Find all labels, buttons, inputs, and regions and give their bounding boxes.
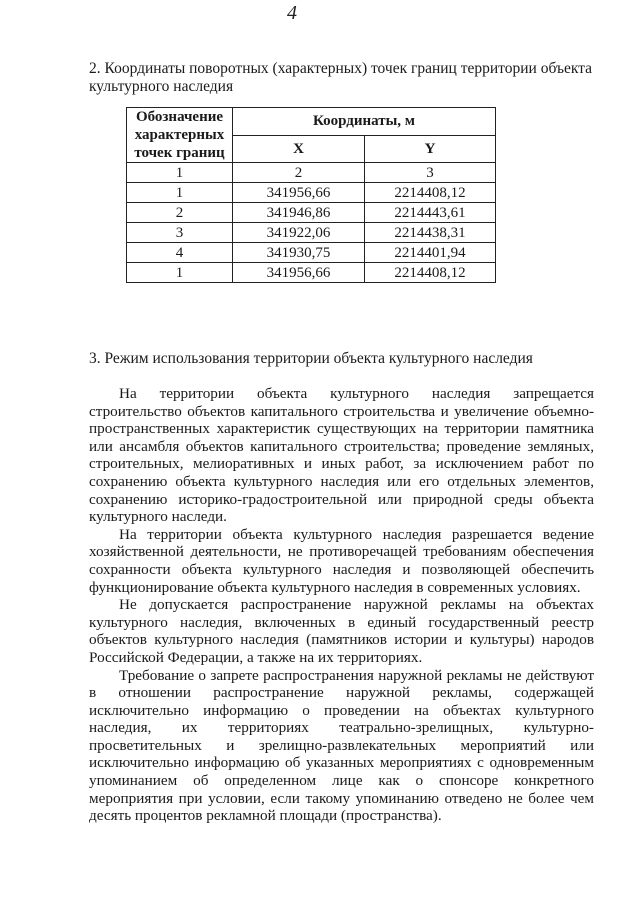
section-3-body [89, 385, 594, 825]
y-cell: 2214408,12 [365, 263, 496, 283]
table-row [127, 183, 496, 203]
header-points: Обозначение характерных точек границ [127, 108, 233, 163]
point-cell: 4 [127, 243, 233, 263]
header-coordinates: Координаты, м [233, 108, 496, 136]
point-cell: 3 [127, 223, 233, 243]
table-row [127, 223, 496, 243]
section-2-heading: 2. Координаты поворотных (характерных) точек границ территории объекта культурного наследия [89, 60, 593, 95]
point-cell: 1 [127, 263, 233, 283]
paragraph-economic-activity: На территории объекта культурного наследия разрешается ведение хозяйственной деятельности, не противоречащей требованиям обеспечения сохранности объекта культурного наследия и позволяющей обеспечить функционирование объекта культурного наследия в современных условиях. [89, 525, 594, 596]
section-3-heading: 3. Режим использования территории объекта культурного наследия [89, 350, 533, 367]
header-y: Y [365, 135, 496, 163]
page-number: 4 [287, 2, 297, 24]
coordinates-table [126, 107, 496, 283]
paragraph-advertising-exception: Требование о запрете распространения наружной рекламы не действуют в отношении распространение наружной рекламы, содержащей исключительно информацию о проведении на объектах культурного наследия, их территориях театрально-зрелищных, культурно-просветительных и зрелищно-развлекательных мероприятий или исключительно информацию об указанных мероприятиях с одновременным упоминанием об определенном лице как о спонсоре конкретного мероприятия при условии, если такому упоминанию отведено не более чем десять процентов рекламной площади (пространства). [89, 666, 594, 825]
header-x: X [233, 135, 365, 163]
paragraph-advertising-ban: Не допускается распространение наружной рекламы на объектах культурного наследия, включенных в единый государственный реестр объектов культурного наследия (памятников истории и культуры) народов Российской Федерации, а также на их территориях. [89, 596, 594, 666]
point-cell: 2 [127, 203, 233, 223]
x-cell: 341956,66 [233, 263, 365, 283]
paragraph-construction-ban: На территории объекта культурного наследия запрещается строительство объектов капитального строительства и увеличение объемно-пространственных характеристик существующих на территории памятника или ансамбля объектов капитального строительства; проведение земляных, строительных, мелиоративных и иных работ, за исключением работ по сохранению объекта культурного наследия или его отдельных элементов, сохранению историко-градостроительной или природной среды объекта культурного наследи. [89, 385, 594, 526]
x-cell: 341922,06 [233, 223, 365, 243]
column-number-row [127, 163, 496, 183]
table-row [127, 263, 496, 283]
column-number: 2 [233, 163, 365, 183]
table-header-row [127, 108, 496, 136]
column-number: 1 [127, 163, 233, 183]
table-row [127, 243, 496, 263]
table-row [127, 203, 496, 223]
y-cell: 2214401,94 [365, 243, 496, 263]
point-cell: 1 [127, 183, 233, 203]
y-cell: 2214408,12 [365, 183, 496, 203]
x-cell: 341956,66 [233, 183, 365, 203]
x-cell: 341930,75 [233, 243, 365, 263]
x-cell: 341946,86 [233, 203, 365, 223]
column-number: 3 [365, 163, 496, 183]
y-cell: 2214443,61 [365, 203, 496, 223]
y-cell: 2214438,31 [365, 223, 496, 243]
